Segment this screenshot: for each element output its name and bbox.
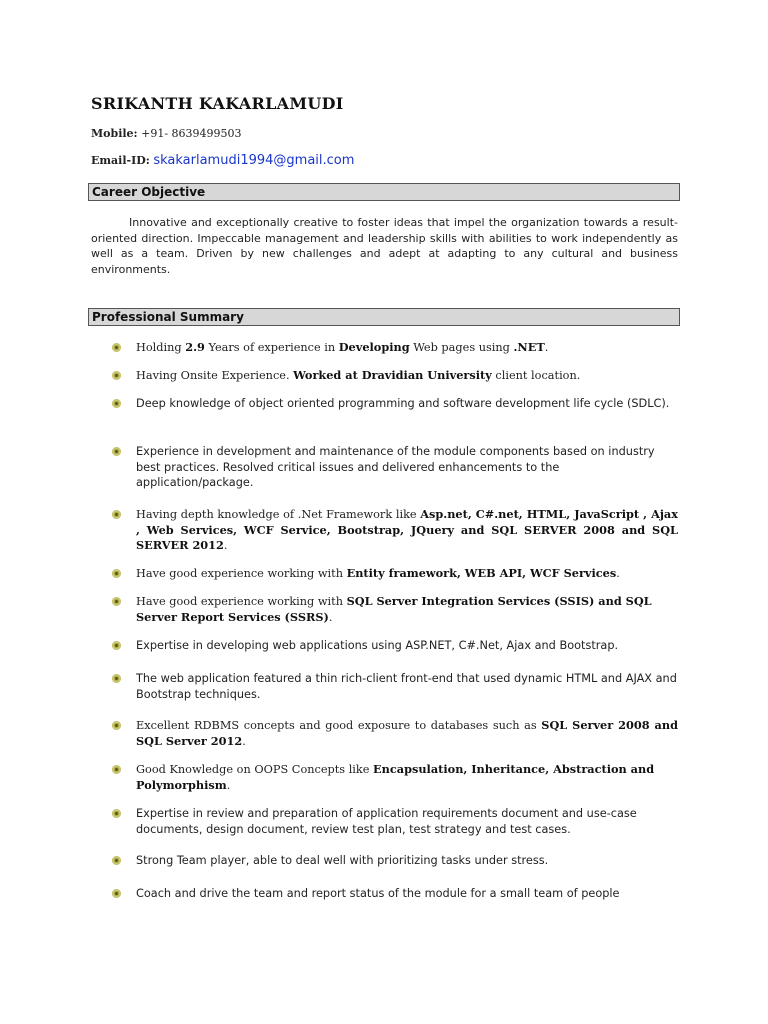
plain-text: Experience in development and maintenance of the module components based on industry best practices. Resolved critical issues and delivered enhancements to the application/package.: [136, 445, 655, 489]
bullet-icon: [112, 510, 121, 519]
summary-item-text: [136, 638, 678, 654]
bullet-icon: [112, 641, 121, 650]
email-link[interactable]: skakarlamudi1994@gmail.com: [153, 153, 355, 168]
plain-text: .: [328, 610, 333, 624]
list-item: [112, 762, 682, 793]
plain-text: The web application featured a thin rich-client front-end that used dynamic HTML and AJAX and Bootstrap techniques.: [136, 672, 677, 701]
emphasis-text: Asp.net, C#.net, HTML, JavaScript , Ajax , Web Services, WCF Service, Bootstrap, JQuery and SQL SERVER 2008 and SQL SERVER 2012: [136, 507, 678, 552]
plain-text: Expertise in review and preparation of application requirements document and use-case documents, design document, review test plan, test strategy and test cases.: [136, 807, 637, 836]
professional-summary-heading: Professional Summary: [88, 308, 680, 326]
list-item: [112, 638, 682, 654]
mobile-line: [91, 127, 242, 140]
plain-text: .: [616, 567, 620, 580]
bullet-icon: [112, 856, 121, 865]
summary-item-text: [136, 566, 678, 582]
bullet-icon: [112, 399, 121, 408]
list-item: [112, 368, 682, 384]
plain-text: Coach and drive the team and report status of the module for a small team of people: [136, 887, 620, 900]
plain-text: Have good experience working with: [136, 567, 347, 580]
plain-text: Holding: [136, 341, 186, 354]
summary-item-text: [136, 718, 678, 749]
list-item: [112, 806, 682, 837]
summary-item-text: [136, 594, 678, 625]
list-item: [112, 566, 682, 582]
plain-text: Expertise in developing web applications using ASP.NET, C#.Net, Ajax and Bootstrap.: [136, 639, 619, 652]
emphasis-text: .NET: [513, 340, 545, 354]
plain-text: Having Onsite Experience.: [136, 369, 294, 382]
plain-text: client location.: [491, 369, 581, 382]
summary-item-text: [136, 340, 678, 356]
summary-item-text: [136, 762, 678, 793]
list-item: [112, 444, 682, 491]
list-item: [112, 594, 682, 625]
plain-text: .: [242, 734, 246, 748]
bullet-icon: [112, 674, 121, 683]
list-item: [112, 718, 682, 749]
summary-item-text: [136, 806, 678, 837]
summary-item-text: [136, 368, 678, 384]
emphasis-text: 2.9: [185, 340, 205, 354]
plain-text: Years of experience in: [204, 341, 339, 354]
bullet-icon: [112, 721, 121, 730]
plain-text: .: [226, 778, 231, 792]
mobile-value: +91- 8639499503: [137, 127, 242, 140]
plain-text: Good Knowledge on OOPS Concepts like: [136, 763, 374, 776]
bullet-icon: [112, 765, 121, 774]
list-item: [112, 340, 682, 356]
email-label: Email-ID:: [91, 154, 150, 167]
bullet-icon: [112, 343, 121, 352]
summary-item-text: [136, 671, 678, 702]
emphasis-text: Encapsulation, Inheritance, Abstraction and Polymorphism: [136, 762, 655, 792]
bullet-icon: [112, 569, 121, 578]
list-item: [112, 396, 682, 412]
bullet-icon: [112, 447, 121, 456]
summary-item-text: [136, 507, 678, 554]
bullet-icon: [112, 371, 121, 380]
plain-text: Strong Team player, able to deal well with prioritizing tasks under stress.: [136, 854, 549, 867]
career-objective-text: Innovative and exceptionally creative to foster ideas that impel the organization towards a result-oriented direction. Impeccable management and leadership skills with abilities to work independently as well as a team. Driven by new challenges and adept at adapting to any cultural and business environments.: [91, 216, 678, 276]
plain-text: Excellent RDBMS concepts and good exposure to databases such as: [136, 719, 542, 732]
emphasis-text: Developing: [338, 340, 410, 354]
list-item: [112, 853, 682, 869]
summary-item-text: [136, 396, 678, 412]
candidate-name: SRIKANTH KAKARLAMUDI: [91, 94, 344, 113]
plain-text: Deep knowledge of object oriented programming and software development life cycle (SDLC).: [136, 397, 670, 410]
plain-text: Web pages using: [409, 341, 514, 354]
bullet-icon: [112, 809, 121, 818]
emphasis-text: Entity framework, WEB API, WCF Services: [346, 566, 617, 580]
summary-item-text: [136, 444, 678, 491]
emphasis-text: SQL Server 2008 and SQL Server 2012: [136, 718, 678, 748]
email-line: [91, 153, 354, 168]
career-objective-heading: Career Objective: [88, 183, 680, 201]
summary-item-text: [136, 853, 678, 869]
mobile-label: Mobile:: [91, 127, 138, 140]
list-item: [112, 671, 682, 702]
summary-item-text: [136, 886, 678, 902]
bullet-icon: [112, 889, 121, 898]
list-item: [112, 886, 682, 902]
emphasis-text: SQL Server Integration Services (SSIS) and SQL Server Report Services (SSRS): [136, 594, 652, 624]
plain-text: .: [223, 539, 228, 552]
list-item: [112, 507, 682, 554]
plain-text: Have good experience working with: [136, 595, 347, 608]
plain-text: .: [544, 341, 549, 354]
bullet-icon: [112, 597, 121, 606]
emphasis-text: Worked at Dravidian University: [293, 368, 492, 382]
plain-text: Having depth knowledge of .Net Framework like: [136, 508, 421, 521]
